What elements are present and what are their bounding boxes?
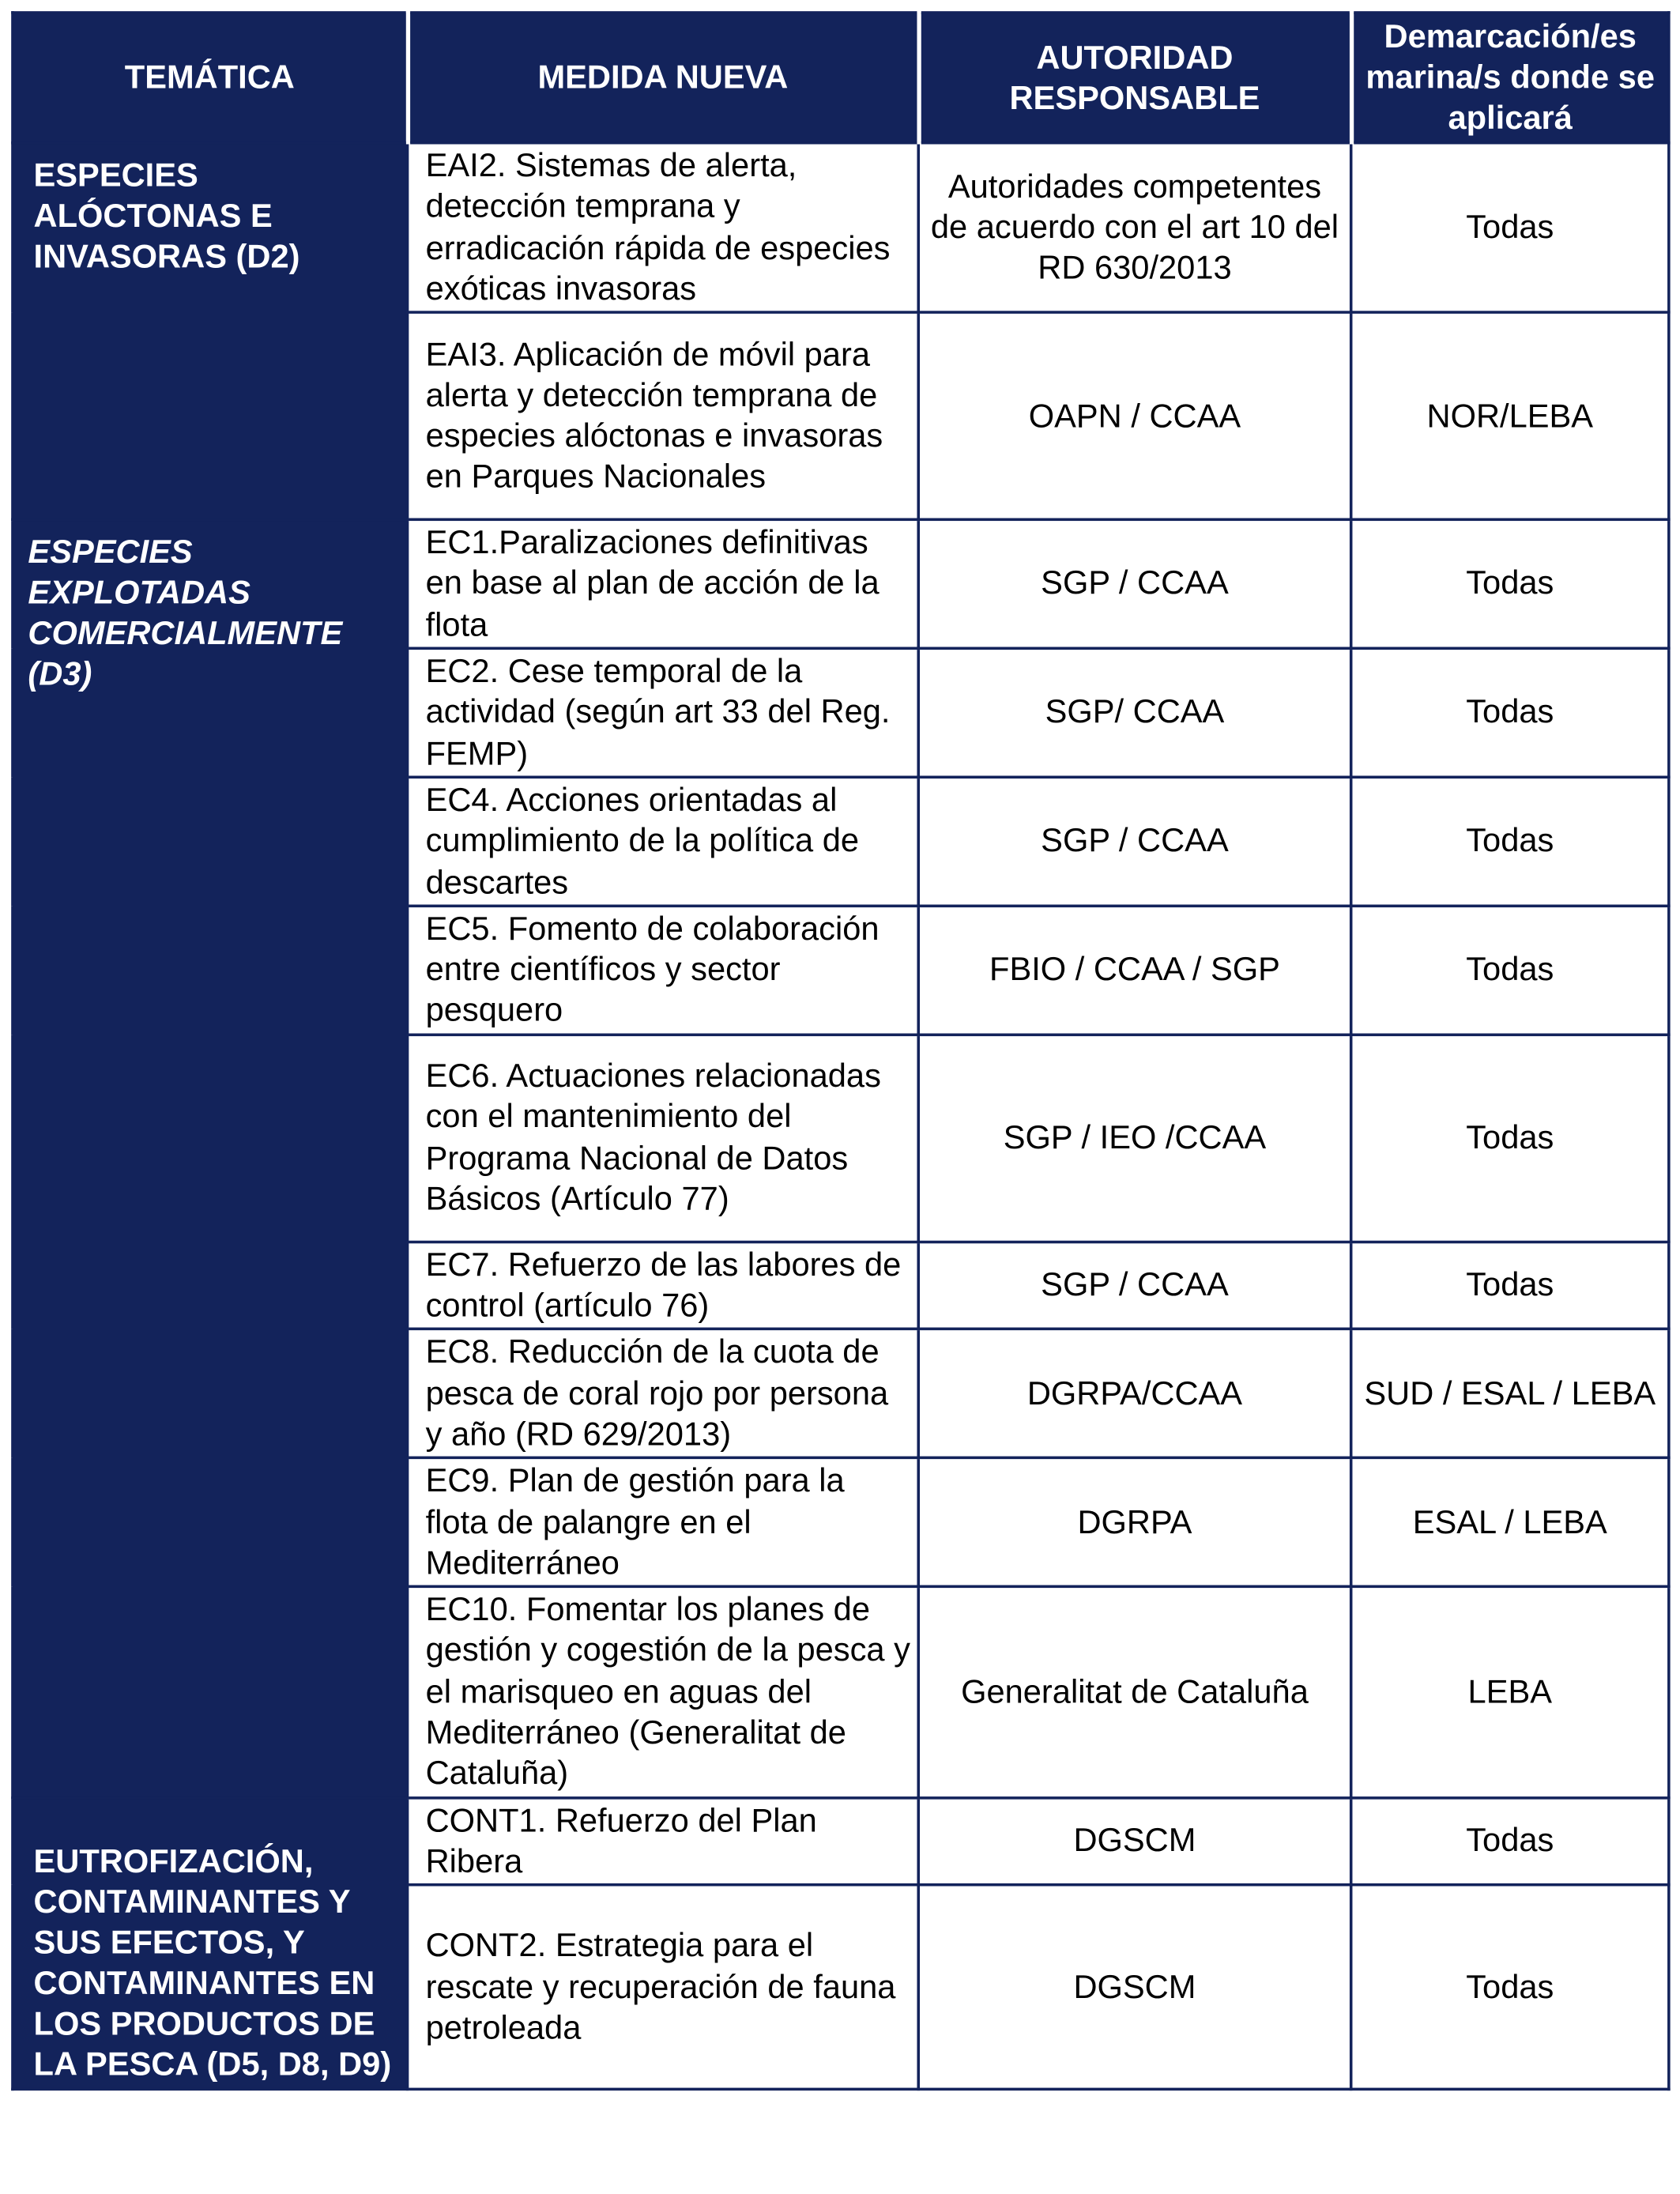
header-tematica: TEMÁTICA [13,13,408,143]
medida-cell: CONT1. Refuerzo del Plan Ribera [408,1797,919,1885]
autoridad-cell: Generalitat de Cataluña [918,1587,1350,1798]
demarcacion-cell: Todas [1351,648,1669,777]
demarcacion-cell: Todas [1351,520,1669,649]
autoridad-cell: DGRPA/CCAA [918,1329,1350,1458]
autoridad-cell: SGP / CCAA [918,777,1350,906]
medida-cell: EC1.Paralizaciones definitivas en base al plan de acción de la flota [408,520,919,649]
medida-cell: EC9. Plan de gestión para la flota de palangre en el Mediterráneo [408,1458,919,1587]
medida-cell: EC7. Refuerzo de las labores de control (artículo 76) [408,1242,919,1329]
autoridad-cell: FBIO / CCAA / SGP [918,906,1350,1035]
demarcacion-cell: Todas [1351,1797,1669,1885]
tematica-especies-explotadas: ESPECIES EXPLOTADAS COMERCIALMENTE (D3) [13,520,408,1798]
medida-cell: CONT2. Estrategia para el rescate y recuperación de fauna petroleada [408,1885,919,2090]
header-autoridad-responsable: AUTORIDAD RESPONSABLE [918,13,1350,143]
table-row [13,1797,1669,1885]
header-demarcacion: Demarcación/es marina/s donde se aplicará [1351,13,1669,143]
header-row [13,13,1669,143]
demarcacion-cell: LEBA [1351,1587,1669,1798]
demarcacion-cell: Todas [1351,1035,1669,1242]
demarcacion-cell: Todas [1351,1242,1669,1329]
autoridad-cell: SGP / CCAA [918,520,1350,649]
table-row [13,520,1669,649]
demarcacion-cell: SUD / ESAL / LEBA [1351,1329,1669,1458]
demarcacion-cell: ESAL / LEBA [1351,1458,1669,1587]
medida-cell: EC5. Fomento de colaboración entre científicos y sector pesquero [408,906,919,1035]
autoridad-cell: DGRPA [918,1458,1350,1587]
medida-cell: EC2. Cese temporal de la actividad (según art 33 del Reg. FEMP) [408,648,919,777]
medida-cell: EC8. Reducción de la cuota de pesca de coral rojo por persona y año (RD 629/2013) [408,1329,919,1458]
autoridad-cell: SGP / CCAA [918,1242,1350,1329]
autoridad-cell: DGSCM [918,1797,1350,1885]
autoridad-cell: Autoridades competentes de acuerdo con el art 10 del RD 630/2013 [918,143,1350,313]
measures-table [11,11,1670,2090]
autoridad-cell: SGP/ CCAA [918,648,1350,777]
tematica-eutrofizacion: EUTROFIZACIÓN, CONTAMINANTES Y SUS EFECTOS, Y CONTAMINANTES EN LOS PRODUCTOS DE LA PESCA (D5, D8, D9) [13,1797,408,2090]
medida-cell: EAI3. Aplicación de móvil para alerta y detección temprana de especies alóctonas e invasoras en Parques Nacionales [408,312,919,519]
tematica-especies-aloctonas: ESPECIES ALÓCTONAS E INVASORAS (D2) [13,143,408,520]
medida-cell: EC4. Acciones orientadas al cumplimiento de la política de descartes [408,777,919,906]
medida-cell: EAI2. Sistemas de alerta, detección temprana y erradicación rápida de especies exóticas invasoras [408,143,919,313]
demarcacion-cell: Todas [1351,143,1669,313]
medida-cell: EC10. Fomentar los planes de gestión y cogestión de la pesca y el marisqueo en aguas del Mediterráneo (Generalitat de Cataluña) [408,1587,919,1798]
autoridad-cell: SGP / IEO /CCAA [918,1035,1350,1242]
demarcacion-cell: Todas [1351,1885,1669,2090]
demarcacion-cell: NOR/LEBA [1351,312,1669,519]
table-row [13,143,1669,313]
header-medida-nueva: MEDIDA NUEVA [408,13,919,143]
demarcacion-cell: Todas [1351,777,1669,906]
autoridad-cell: OAPN / CCAA [918,312,1350,519]
demarcacion-cell: Todas [1351,906,1669,1035]
medida-cell: EC6. Actuaciones relacionadas con el mantenimiento del Programa Nacional de Datos Básicos (Artículo 77) [408,1035,919,1242]
autoridad-cell: DGSCM [918,1885,1350,2090]
